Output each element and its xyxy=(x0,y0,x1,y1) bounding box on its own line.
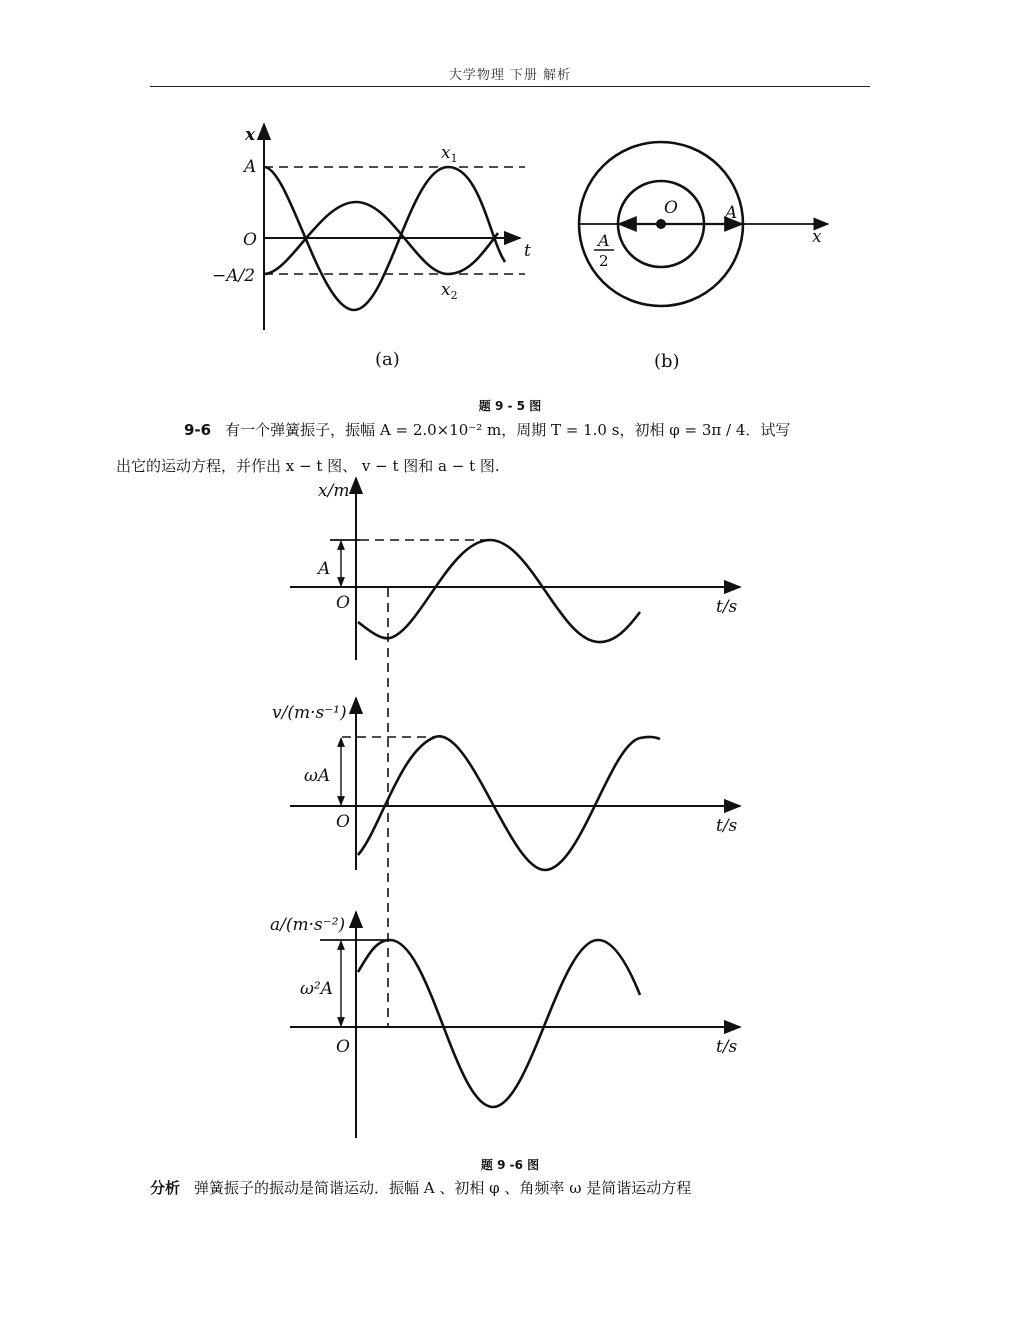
fig96v-y-label: v/(m·s⁻¹) xyxy=(272,703,347,723)
figure-9-5b xyxy=(579,142,828,372)
fig96a-y-label: a/(m·s⁻²) xyxy=(270,915,346,935)
analysis-paragraph xyxy=(150,1170,870,1206)
fig95b-axis-label: x xyxy=(812,227,822,247)
fig96-panel-v xyxy=(272,698,740,870)
fig96-panel-a xyxy=(270,912,740,1138)
fig96x-origin: O xyxy=(336,593,350,613)
fig95a-y-axis-label: x xyxy=(245,125,256,145)
fig95a-sublabel: (a) xyxy=(375,349,400,370)
problem-line-2: 出它的运动方程，并作出 x − t 图、 v − t 图和 a − t 图. xyxy=(116,457,500,475)
figure-9-6 xyxy=(0,470,1021,1170)
fig96-panel-x xyxy=(290,478,740,660)
figure-9-5-caption: 题 9 - 5 图 xyxy=(478,399,542,413)
fig96v-origin: O xyxy=(336,812,350,832)
fig96a-origin: O xyxy=(336,1037,350,1057)
fig96x-t-label: t/s xyxy=(716,597,738,617)
figure-9-5a xyxy=(212,124,531,370)
fig95a-curve1-label: $x_1$ xyxy=(441,143,458,165)
fig96a-curve xyxy=(358,940,640,1107)
fig95b-inner-label-num: A xyxy=(598,231,610,250)
fig95b-sublabel: (b) xyxy=(654,351,680,372)
figure-9-6-caption: 题 9 -6 图 xyxy=(480,1158,540,1172)
problem-number: 9-6 xyxy=(184,421,212,439)
fig95b-origin-dot xyxy=(656,219,666,229)
fig96x-curve xyxy=(358,540,640,642)
fig95b-outer-label: A xyxy=(725,203,738,223)
fig96a-amp-label: ω²A xyxy=(300,979,333,999)
fig96v-t-label: t/s xyxy=(716,816,738,836)
fig95a-origin-label: O xyxy=(243,230,257,250)
fig96a-t-label: t/s xyxy=(716,1037,738,1057)
fig95a-curve2-label: $x_2$ xyxy=(441,280,458,302)
page-header: 大学物理 下册 解析 xyxy=(448,68,572,83)
problem-line-1: 有一个弹簧振子，振幅 A = 2.0×10⁻² m，周期 T = 1.0 s，初相 φ = 3π / 4．试写 xyxy=(225,421,791,439)
fig95a-tick-A: A xyxy=(244,157,257,177)
fig95b-inner-label-den: 2 xyxy=(599,252,609,270)
fig96v-amp-label: ωA xyxy=(304,766,331,786)
fig95a-x-axis-label: t xyxy=(524,241,531,261)
fig95a-tick-minus-half-A: −A/2 xyxy=(212,266,256,286)
fig96v-curve xyxy=(358,736,660,870)
analysis-text: 弹簧振子的振动是简谐运动．振幅 A 、初相 φ 、角频率 ω 是简谐运动方程 xyxy=(194,1179,692,1197)
figure-9-5 xyxy=(0,0,1021,400)
fig95b-origin-label: O xyxy=(664,198,678,218)
analysis-label: 分析 xyxy=(150,1179,181,1197)
fig96x-y-label: x/m xyxy=(318,481,350,501)
fig96x-amp-label: A xyxy=(318,559,331,579)
